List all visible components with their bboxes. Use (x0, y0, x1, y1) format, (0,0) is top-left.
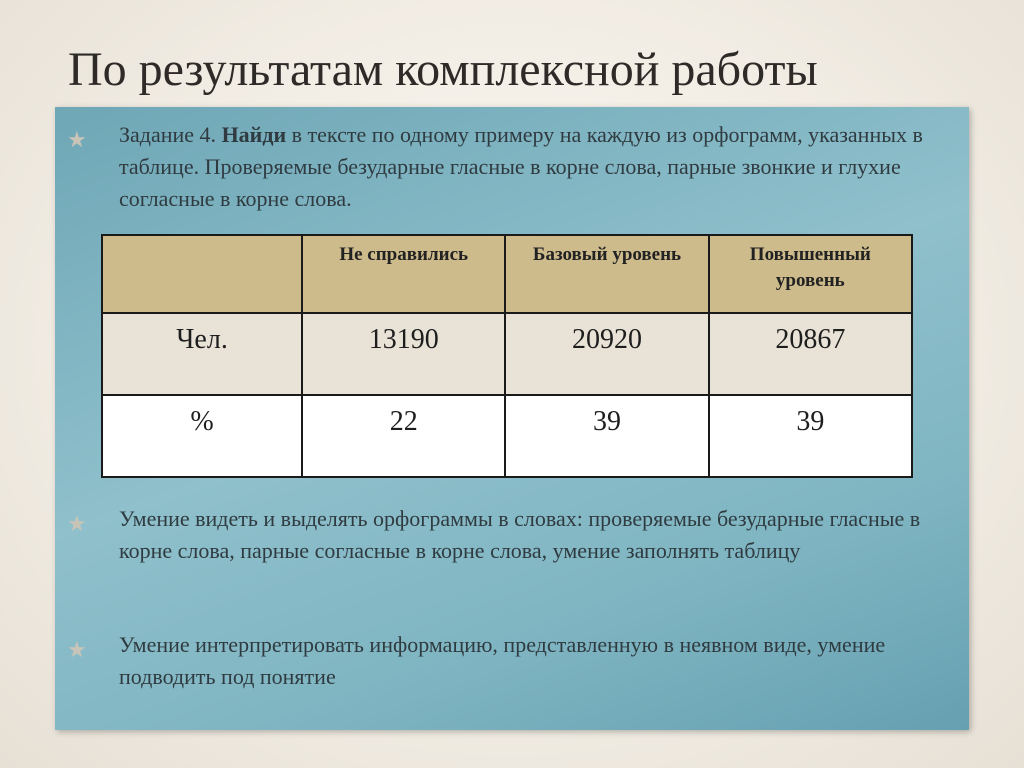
skill-text: Умение интерпретировать информацию, представленную в неявном виде, умение подводить под понятие (119, 632, 886, 689)
task-prefix: Задание 4. (119, 122, 222, 147)
skill-text: Умение видеть и выделять орфограммы в словах: проверяемые безударные гласные в корне слова, парные согласные в корне слова, умение заполнять таблицу (119, 506, 921, 563)
task-bold-word: Найди (221, 122, 287, 147)
task-rest: в тексте по одному примеру на каждую из орфограмм, указанных в таблице. Проверяемые безударные гласные в корне слова, парные звонкие и глухие согласные в корне слова. (119, 122, 923, 211)
table-header-empty (102, 235, 302, 313)
table-header-row (102, 235, 912, 313)
table-cell: 20920 (505, 313, 708, 395)
table-row (102, 313, 912, 395)
table-cell: 13190 (302, 313, 505, 395)
table-cell: 20867 (709, 313, 912, 395)
table-header-cell: Повышенный уровень (709, 235, 912, 313)
star-bullet-icon: ★ (67, 637, 87, 662)
table-header-cell: Базовый уровень (505, 235, 708, 313)
content-panel (55, 107, 969, 730)
table-cell: 22 (302, 395, 505, 477)
star-bullet-icon: ★ (67, 511, 87, 536)
table-header-cell: Не справились (302, 235, 505, 313)
table-row (102, 395, 912, 477)
row-label: Чел. (102, 313, 302, 395)
table-cell: 39 (505, 395, 708, 477)
table-cell: 39 (709, 395, 912, 477)
results-table (101, 234, 913, 478)
star-bullet-icon: ★ (67, 127, 87, 152)
row-label: % (102, 395, 302, 477)
slide-title: По результатам комплексной работы (68, 43, 818, 96)
task-text (119, 119, 959, 215)
